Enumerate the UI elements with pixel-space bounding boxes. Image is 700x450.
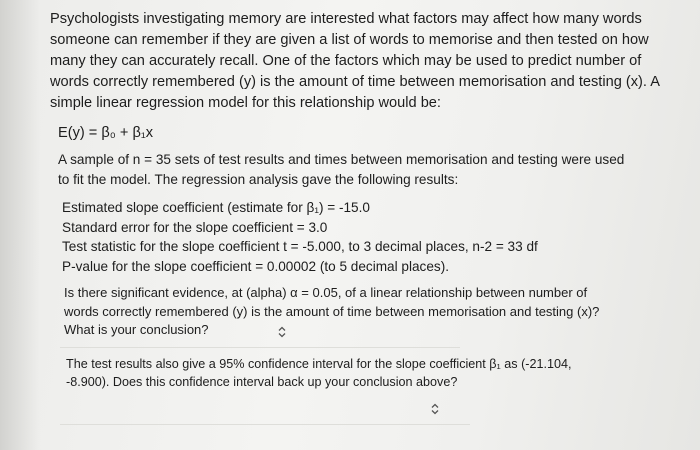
significance-question	[64, 284, 599, 340]
updown-chevron-icon	[276, 325, 288, 339]
intro-line: many they can accurately recall. One of the factors which may be used to predict number of	[50, 53, 642, 69]
page-shadow	[0, 0, 40, 450]
ci-select[interactable]	[429, 402, 441, 416]
intro-line: someone can remember if they are given a list of words to memorise and then tested on how	[50, 32, 649, 48]
intro-paragraph	[50, 9, 660, 114]
result-line: Standard error for the slope coefficient = 3.0	[62, 219, 328, 235]
sample-paragraph	[58, 150, 624, 189]
question-line: Is there significant evidence, at (alpha) α = 0.05, of a linear relationship between number of	[64, 285, 588, 300]
ci-line: The test results also give a 95% confidence interval for the slope coefficient β₁ as (-21.104,	[66, 357, 572, 371]
confidence-interval-question	[66, 355, 572, 391]
question-line: words correctly remembered (y) is the amount of time between memorisation and testing (x)?	[64, 303, 600, 319]
intro-line: Psychologists investigating memory are interested what factors may affect how many words	[50, 11, 642, 27]
regression-results	[62, 198, 538, 276]
conclusion-prompt: What is your conclusion?	[64, 322, 209, 337]
model-equation: E(y) = β₀ + β₁x	[58, 125, 154, 141]
updown-chevron-icon	[429, 402, 441, 416]
divider	[60, 347, 460, 348]
intro-line: simple linear regression model for this relationship would be:	[50, 95, 441, 111]
ci-line: -8.900). Does this confidence interval back up your conclusion above?	[66, 375, 458, 389]
sample-line: A sample of n = 35 sets of test results and times between memorisation and testing were used	[58, 152, 625, 167]
result-line: P-value for the slope coefficient = 0.00002 (to 5 decimal places).	[62, 258, 450, 274]
conclusion-select[interactable]	[276, 325, 288, 339]
sample-line: to fit the model. The regression analysis gave the following results:	[58, 171, 459, 187]
intro-line: words correctly remembered (y) is the amount of time between memorisation and testing (x). A	[50, 74, 660, 90]
divider	[60, 424, 470, 425]
result-line: Estimated slope coefficient (estimate for β₁) = -15.0	[62, 200, 370, 215]
result-line: Test statistic for the slope coefficient t = -5.000, to 3 decimal places, n-2 = 33 df	[62, 239, 538, 254]
